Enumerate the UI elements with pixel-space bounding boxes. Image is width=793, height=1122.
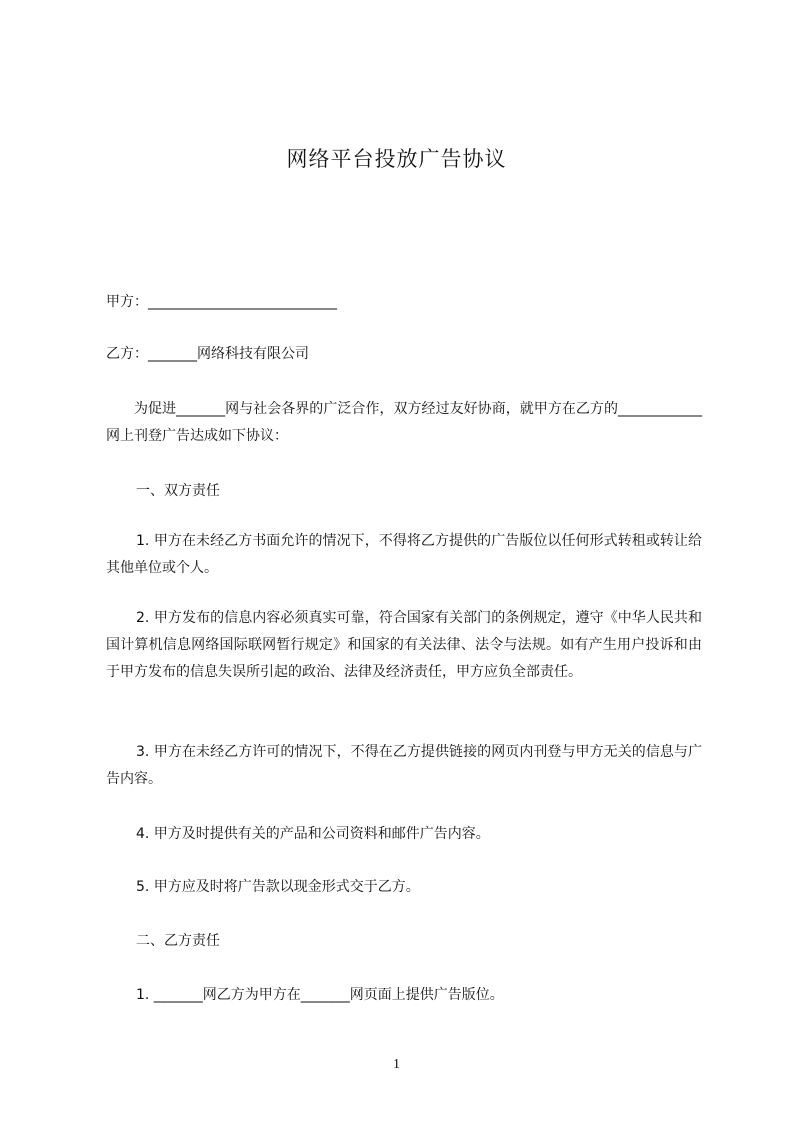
document-title: 网络平台投放广告协议 [286,147,507,171]
clause-1-2: 2. 甲方发布的信息内容必须真实可靠，符合国家有关部门的条例规定，遵守《中华人民共和国计算机信息网络国际联网暂行规定》和国家的有关法律、法令与法规。如有产生用户投诉和由于甲方发布的信息失误所引起的政治、法律及经济责任，甲方应负全部责任。 [106,610,702,680]
party-a-line: 甲方：___________________________ [106,294,337,310]
section-heading-party-b-duties: 二、乙方责任 [136,933,220,949]
clause-2-1: 1. _______网乙方为甲方在_______网页面上提供广告版位。 [136,987,504,1003]
page-number: 1 [393,1057,400,1072]
clause-1-5: 5. 甲方应及时将广告款以现金形式交于乙方。 [136,879,420,895]
clause-1-4: 4. 甲方及时提供有关的产品和公司资料和邮件广告内容。 [136,826,490,842]
party-b-line: 乙方：_______网络科技有限公司 [106,346,309,362]
clause-1-3: 3. 甲方在未经乙方许可的情况下，不得在乙方提供链接的网页内刊登与甲方无关的信息与广告内容。 [106,744,702,787]
section-heading-duties: 一、双方责任 [136,483,220,499]
clause-1-1: 1. 甲方在未经乙方书面允许的情况下，不得将乙方提供的广告版位以任何形式转租或转让给其他单位或个人。 [106,533,702,576]
intro-paragraph: 为促进_______网与社会各界的广泛合作，双方经过友好协商，就甲方在乙方的____________网上刊登广告达成如下协议： [106,401,702,444]
